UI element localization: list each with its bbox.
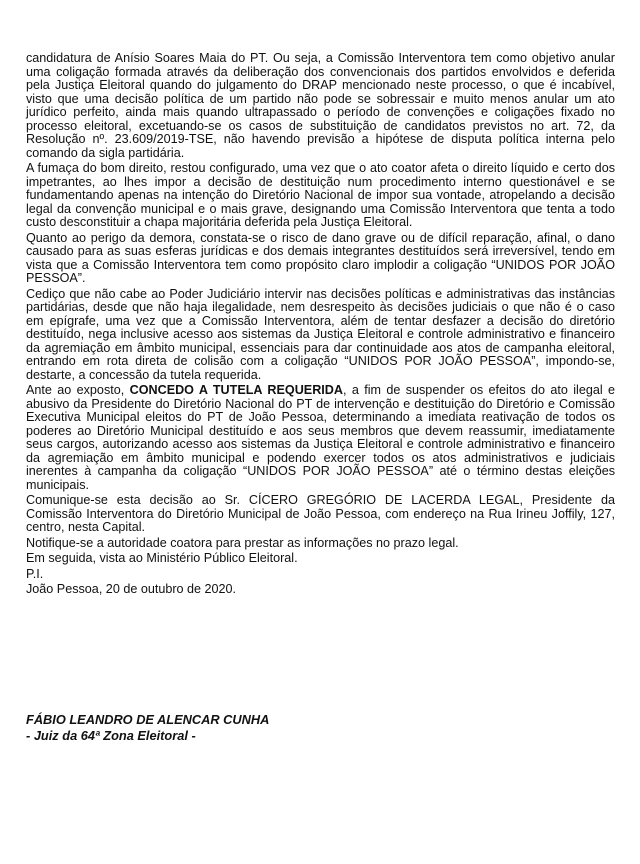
document-body	[26, 52, 615, 599]
signature-name: FÁBIO LEANDRO DE ALENCAR CUNHA	[26, 712, 270, 727]
paragraph-cedico: Cediço que não cabe ao Poder Judiciário intervir nas decisões políticas e administrativas das instâncias partidárias, desde que não haja ilegalidade, nem desrespeito às decisões judiciais o que não é o caso em epígrafe, uma vez que a Comissão Interventora, além de tentar desfazer a decisão do diretório destituído, nega inclusive acesso aos sistemas da Justiça Eleitoral e controle administrativo e financeiro da agremiação em âmbito municipal, essenciais para dar continuidade aos atos de campanha eleitoral, entrando em rota direta de colisão com a coligação “UNIDOS POR JOÃO PESSOA”, impondo-se, destarte, a concessão da tutela requerida.	[26, 286, 615, 382]
signature-role: - Juiz da 64ª Zona Eleitoral -	[26, 728, 196, 743]
signature-block	[26, 712, 269, 744]
paragraph-perigo-demora: Quanto ao perigo da demora, constata-se o risco de dano grave ou de difícil reparação, afinal, o dano causado para as suas esferas jurídicas e dos demais integrantes destituídos será irreversível, tendo em vista que a Comissão Interventora tem como propósito claro implodir a coligação “UNIDOS POR JOÃO PESSOA”.	[26, 230, 615, 285]
paragraph-notifique-se: Notifique-se a autoridade coatora para prestar as informações no prazo legal.	[26, 535, 459, 550]
decisao-tutela-concedida: CONCEDO A TUTELA REQUERIDA	[129, 383, 343, 397]
paragraph-local-data: João Pessoa, 20 de outubro de 2020.	[26, 582, 237, 596]
paragraph-fumaca-bom-direito: A fumaça do bom direito, restou configurado, uma vez que o ato coator afeta o direito líquido e certo dos impetrantes, ao lhes impor a decisão de destituição num procedimento interno questionável e se fundamentando apenas na intenção do Diretório Nacional de impor sua vontade, atropelando a decisão legal da convenção municipal e o mais grave, designando uma Comissão Interventora que tenta a todo custo desconstituir a chapa majoritária deferida pela Justiça Eleitoral.	[26, 161, 615, 229]
decisao-texto: , a fim de suspender os efeitos do ato ilegal e abusivo da Presidente do Diretório Nacional do PT de intervenção e destituição do Diretório e Comissão Executiva Municipal eleitos do PT de João Pessoa, determinando a imediata reativação de todos os poderes ao Diretório Municipal destituído e aos seus membros que devem reassumir, imediatamente seus cargos, autorizando acesso aos sistemas da Justiça Eleitoral e controle administrativo e financeiro da agremiação em âmbito municipal e podendo exercer todos os atos administrativos e judiciais inerentes à campanha da coligação “UNIDOS POR JOÃO PESSOA” até o término destas eleições municipais.	[26, 383, 615, 492]
paragraph-decisao	[26, 384, 615, 492]
decisao-intro: Ante ao exposto,	[26, 383, 130, 397]
paragraph-pi: P.I.	[26, 566, 44, 581]
paragraph-candidatura: candidatura de Anísio Soares Maia do PT. Ou seja, a Comissão Interventora tem como objetivo anular uma coligação formada através da deliberação dos convencionais dos partidos envolvidos e deferida pela Justiça Eleitoral quando do julgamento do DRAP mencionado neste processo, o que é incabível, visto que uma decisão política de um partido não pode se sobressair e muito menos anular um ato jurídico perfeito, ainda mais quando ultrapassado o período de convenções e coligações fixado no processo eleitoral, excetuando-se os casos de substituição de candidatos previstos no art. 72, da Resolução nº. 23.609/2019-TSE, não havendo previsão a hipótese de disputa política interna pelo comando da sigla partidária.	[26, 51, 615, 160]
paragraph-comunique-se: Comunique-se esta decisão ao Sr. CÍCERO GREGÓRIO DE LACERDA LEGAL, Presidente da Comissão Interventora do Diretório Municipal de João Pessoa, com endereço na Rua Irineu Joffily, 127, centro, nesta Capital.	[26, 493, 615, 534]
paragraph-vista-mp: Em seguida, vista ao Ministério Público Eleitoral.	[26, 551, 298, 565]
